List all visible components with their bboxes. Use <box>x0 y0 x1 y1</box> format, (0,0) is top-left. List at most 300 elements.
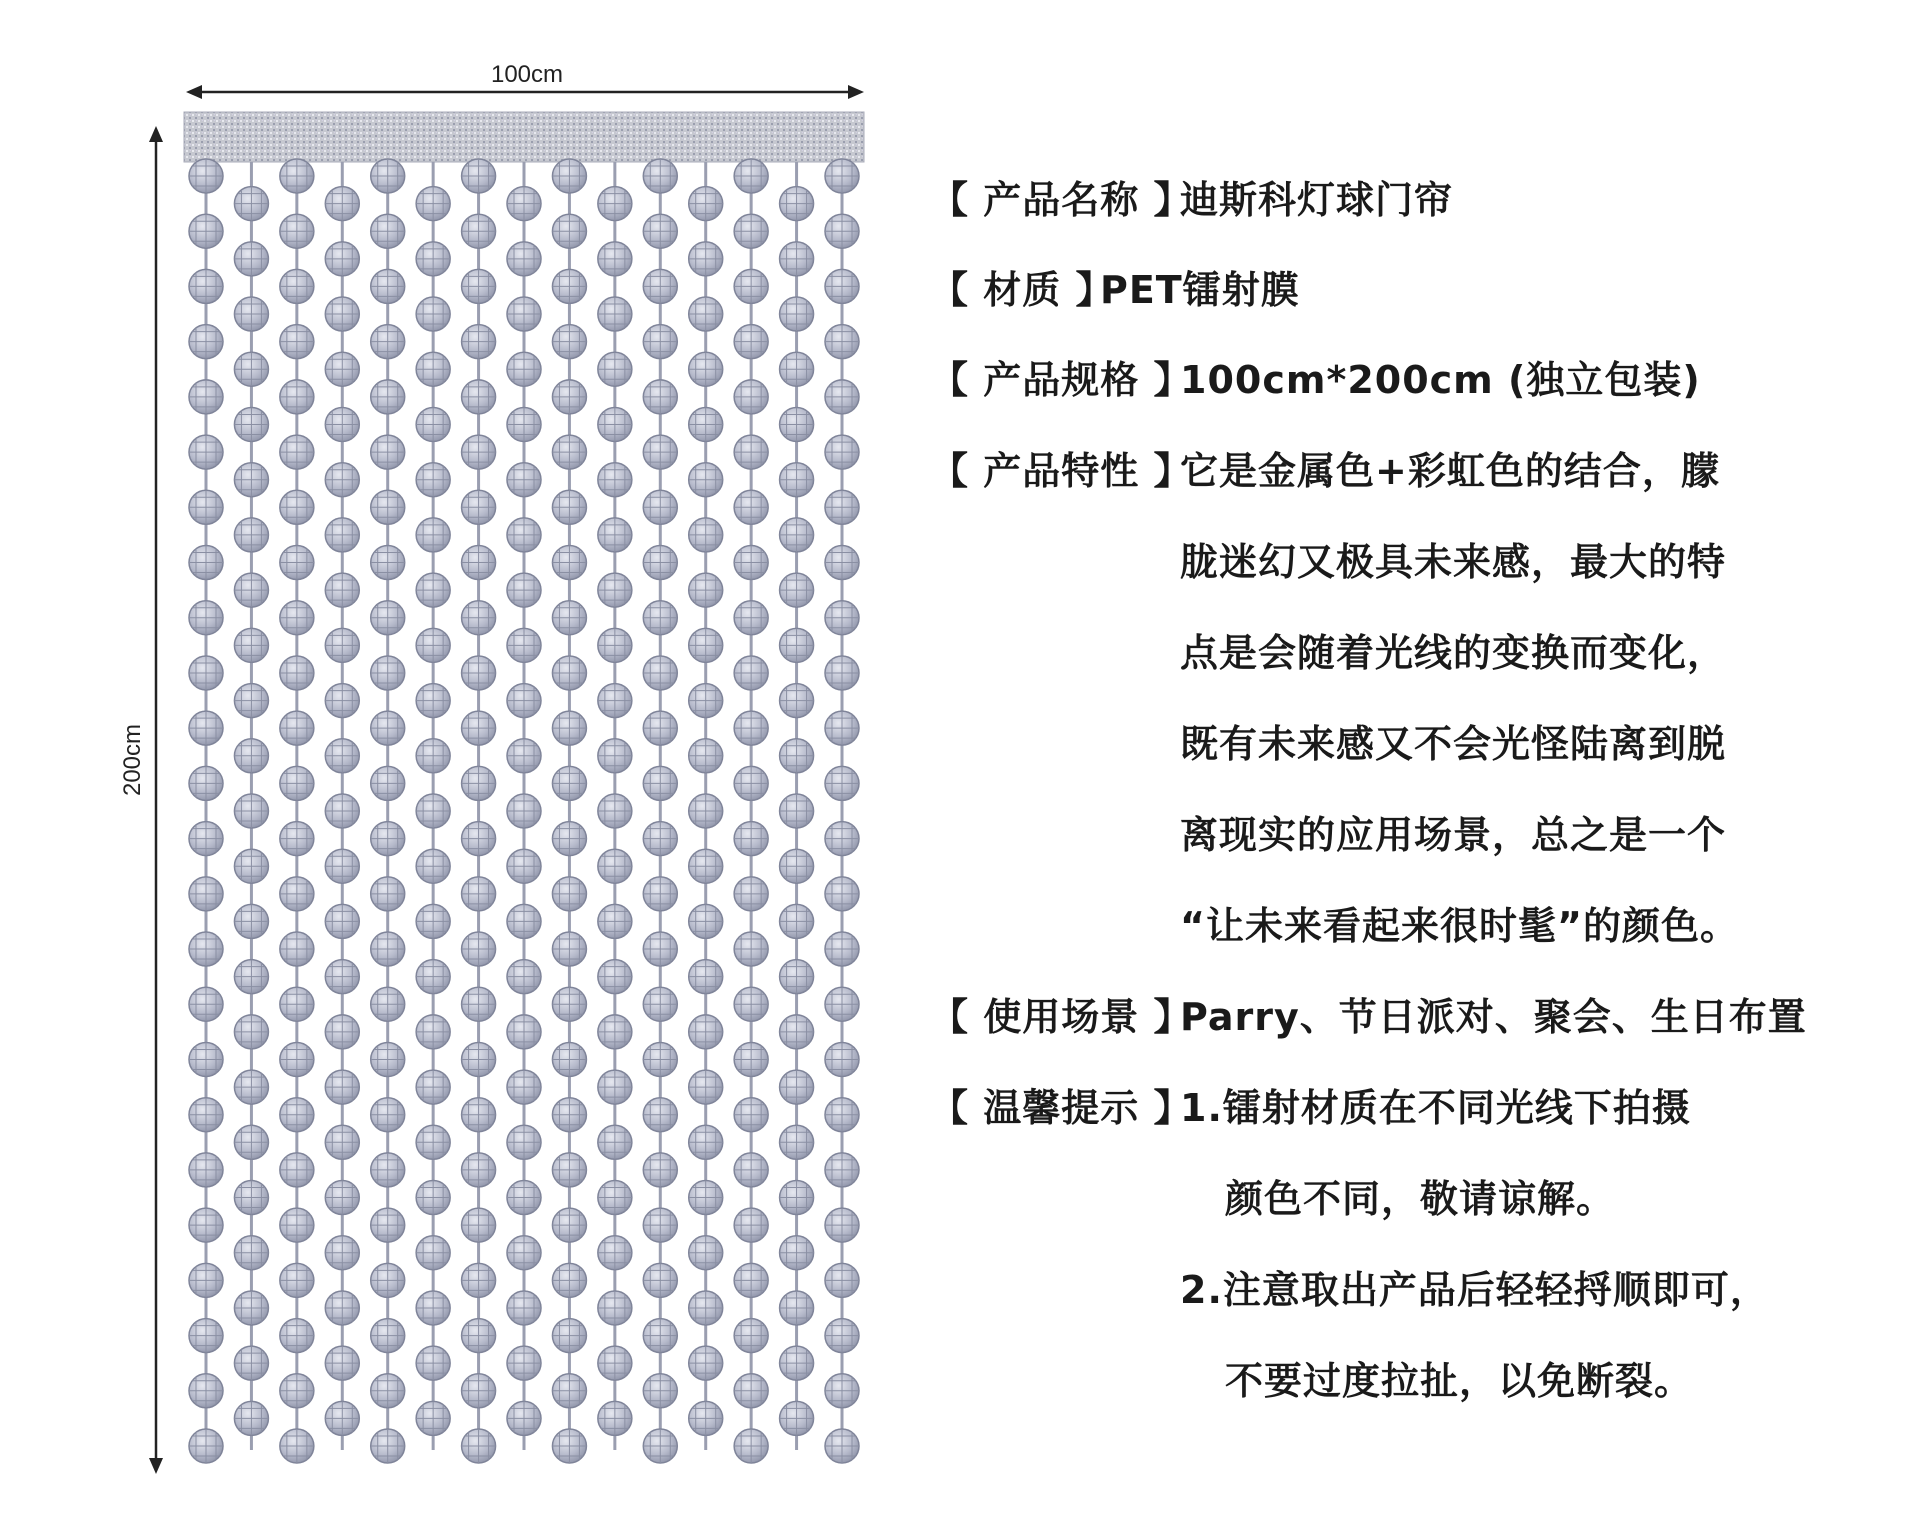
disco-ball <box>643 435 677 469</box>
disco-ball <box>325 463 359 497</box>
disco-ball <box>325 904 359 938</box>
height-dimension <box>119 126 163 1474</box>
disco-ball <box>552 214 586 248</box>
disco-ball <box>462 1042 496 1076</box>
disco-ball <box>462 1319 496 1353</box>
disco-ball <box>552 822 586 856</box>
disco-ball <box>371 1429 405 1463</box>
disco-ball <box>643 1042 677 1076</box>
disco-ball <box>643 214 677 248</box>
disco-ball <box>507 684 541 718</box>
disco-ball <box>416 1125 450 1159</box>
disco-ball <box>825 159 859 193</box>
disco-ball <box>234 1070 268 1104</box>
disco-ball <box>825 1208 859 1242</box>
curtain-strand <box>325 162 359 1450</box>
spec-size-value: 100cm*200cm (独立包装) <box>1180 358 1701 402</box>
disco-ball <box>325 242 359 276</box>
disco-ball <box>643 269 677 303</box>
disco-ball <box>325 1401 359 1435</box>
disco-ball <box>462 987 496 1021</box>
disco-ball <box>780 1291 814 1325</box>
disco-ball <box>416 242 450 276</box>
disco-ball <box>552 1208 586 1242</box>
spec-material-row <box>930 265 1300 315</box>
disco-ball <box>325 352 359 386</box>
disco-ball <box>825 214 859 248</box>
disco-ball <box>507 628 541 662</box>
disco-ball <box>462 1429 496 1463</box>
disco-ball <box>552 601 586 635</box>
disco-ball <box>643 822 677 856</box>
disco-ball <box>507 1125 541 1159</box>
disco-ball <box>643 490 677 524</box>
disco-ball <box>552 1098 586 1132</box>
disco-ball <box>371 1319 405 1353</box>
disco-ball <box>189 656 223 690</box>
spec-features-line: 离现实的应用场景，总之是一个 <box>1180 813 1727 857</box>
disco-ball <box>780 960 814 994</box>
disco-ball <box>416 463 450 497</box>
disco-ball <box>825 766 859 800</box>
disco-ball <box>689 628 723 662</box>
disco-ball <box>462 1153 496 1187</box>
curtain-strand <box>825 159 859 1463</box>
disco-ball <box>234 518 268 552</box>
disco-ball <box>371 1153 405 1187</box>
spec-size-label: 【 产品规格 】 <box>930 358 1193 402</box>
disco-ball <box>598 739 632 773</box>
disco-ball <box>507 297 541 331</box>
curtain-strand <box>643 159 677 1463</box>
disco-ball <box>689 573 723 607</box>
disco-ball <box>552 1374 586 1408</box>
disco-ball <box>507 739 541 773</box>
disco-ball <box>734 877 768 911</box>
spec-features-line: 它是金属色+彩虹色的结合，朦 <box>1180 449 1720 493</box>
disco-ball <box>734 1319 768 1353</box>
disco-ball <box>643 1374 677 1408</box>
disco-ball <box>371 1263 405 1297</box>
disco-ball <box>189 822 223 856</box>
disco-ball <box>689 187 723 221</box>
disco-ball <box>234 242 268 276</box>
disco-ball <box>643 766 677 800</box>
disco-ball <box>280 1098 314 1132</box>
disco-ball <box>598 794 632 828</box>
disco-ball <box>643 601 677 635</box>
disco-ball <box>280 1263 314 1297</box>
disco-ball <box>280 932 314 966</box>
disco-ball <box>552 877 586 911</box>
curtain-strand <box>734 159 768 1463</box>
disco-ball <box>234 1125 268 1159</box>
disco-ball <box>189 325 223 359</box>
disco-ball <box>689 518 723 552</box>
disco-ball <box>689 352 723 386</box>
disco-ball <box>234 1291 268 1325</box>
disco-ball <box>825 711 859 745</box>
disco-ball <box>280 1208 314 1242</box>
disco-ball <box>416 1346 450 1380</box>
spec-usage-label: 【 使用场景 】 <box>930 995 1193 1039</box>
disco-ball <box>462 325 496 359</box>
disco-ball <box>734 1098 768 1132</box>
disco-ball <box>416 794 450 828</box>
spec-tips-row <box>930 1083 1691 1133</box>
disco-ball <box>643 656 677 690</box>
disco-ball <box>416 573 450 607</box>
disco-ball <box>825 325 859 359</box>
disco-ball <box>689 1401 723 1435</box>
disco-ball <box>643 1208 677 1242</box>
disco-ball <box>689 407 723 441</box>
disco-ball <box>734 656 768 690</box>
disco-ball <box>371 822 405 856</box>
disco-ball <box>234 1181 268 1215</box>
disco-ball <box>416 960 450 994</box>
disco-ball <box>598 1070 632 1104</box>
disco-ball <box>643 159 677 193</box>
disco-ball <box>598 1346 632 1380</box>
disco-ball <box>325 1346 359 1380</box>
disco-ball <box>416 187 450 221</box>
curtain-strand <box>780 162 814 1450</box>
spec-features-row <box>930 446 1720 496</box>
disco-ball <box>325 1125 359 1159</box>
disco-ball <box>462 435 496 469</box>
disco-ball <box>189 269 223 303</box>
disco-ball <box>416 1291 450 1325</box>
disco-ball <box>462 490 496 524</box>
disco-ball <box>825 1098 859 1132</box>
disco-ball <box>189 214 223 248</box>
disco-ball <box>689 463 723 497</box>
disco-ball <box>416 684 450 718</box>
disco-ball <box>825 601 859 635</box>
disco-ball <box>643 1153 677 1187</box>
disco-ball <box>462 1374 496 1408</box>
disco-ball <box>280 380 314 414</box>
disco-ball <box>371 1042 405 1076</box>
disco-ball <box>780 463 814 497</box>
disco-ball <box>371 766 405 800</box>
disco-ball <box>825 1042 859 1076</box>
curtain-strands <box>189 159 859 1463</box>
disco-ball <box>825 822 859 856</box>
disco-ball <box>598 242 632 276</box>
disco-ball <box>734 490 768 524</box>
disco-ball <box>689 1015 723 1049</box>
curtain-strand <box>689 162 723 1450</box>
disco-ball <box>462 932 496 966</box>
disco-ball <box>416 849 450 883</box>
disco-ball <box>280 1153 314 1187</box>
disco-ball <box>643 932 677 966</box>
disco-ball <box>462 601 496 635</box>
curtain-strand <box>371 159 405 1463</box>
disco-ball <box>371 159 405 193</box>
disco-ball <box>280 1374 314 1408</box>
product-specs <box>930 0 1910 1516</box>
disco-ball <box>780 1015 814 1049</box>
disco-ball <box>734 1042 768 1076</box>
disco-ball <box>825 1429 859 1463</box>
disco-ball <box>598 628 632 662</box>
disco-ball <box>689 794 723 828</box>
disco-ball <box>416 739 450 773</box>
height-label: 200cm <box>119 723 146 797</box>
disco-ball <box>780 407 814 441</box>
disco-ball <box>825 1374 859 1408</box>
disco-ball <box>371 656 405 690</box>
disco-ball <box>598 187 632 221</box>
disco-ball <box>462 159 496 193</box>
width-dimension <box>186 61 864 99</box>
disco-ball <box>189 1153 223 1187</box>
disco-ball <box>825 269 859 303</box>
disco-ball <box>780 628 814 662</box>
disco-ball <box>825 1263 859 1297</box>
spec-features-line: 胧迷幻又极具未来感，最大的特 <box>1180 540 1727 584</box>
disco-ball <box>234 1236 268 1270</box>
disco-ball <box>416 518 450 552</box>
disco-ball <box>734 380 768 414</box>
spec-features-label: 【 产品特性 】 <box>930 449 1193 493</box>
disco-ball <box>416 1015 450 1049</box>
curtain-strand <box>462 159 496 1463</box>
spec-name-row <box>930 175 1453 225</box>
disco-ball <box>507 242 541 276</box>
spec-tips-line: 1.镭射材质在不同光线下拍摄 <box>1180 1086 1691 1130</box>
disco-ball <box>734 1153 768 1187</box>
disco-ball <box>371 1208 405 1242</box>
disco-ball <box>689 1291 723 1325</box>
disco-ball <box>507 960 541 994</box>
disco-ball <box>643 1319 677 1353</box>
disco-ball <box>462 1263 496 1297</box>
curtain-strand <box>280 159 314 1463</box>
disco-ball <box>689 684 723 718</box>
disco-ball <box>598 1236 632 1270</box>
disco-ball <box>689 1346 723 1380</box>
disco-ball <box>371 380 405 414</box>
disco-ball <box>371 490 405 524</box>
disco-ball <box>643 380 677 414</box>
disco-ball <box>598 1401 632 1435</box>
disco-ball <box>598 407 632 441</box>
disco-ball <box>734 822 768 856</box>
disco-ball <box>234 1346 268 1380</box>
disco-ball <box>325 1291 359 1325</box>
width-label: 100cm <box>490 61 564 88</box>
spec-tips-line: 颜色不同，敬请谅解。 <box>1225 1177 1616 1221</box>
disco-ball <box>780 242 814 276</box>
disco-ball <box>643 711 677 745</box>
spec-features-line: 点是会随着光线的变换而变化， <box>1180 631 1727 675</box>
disco-ball <box>234 739 268 773</box>
disco-ball <box>371 1374 405 1408</box>
disco-ball <box>780 1125 814 1159</box>
disco-ball <box>280 1319 314 1353</box>
disco-ball <box>462 546 496 580</box>
disco-ball <box>552 656 586 690</box>
disco-ball <box>780 297 814 331</box>
disco-ball <box>689 297 723 331</box>
disco-ball <box>416 904 450 938</box>
disco-ball <box>825 546 859 580</box>
disco-ball <box>280 877 314 911</box>
disco-ball <box>280 711 314 745</box>
disco-ball <box>189 435 223 469</box>
disco-ball <box>234 849 268 883</box>
curtain-strand <box>416 162 450 1450</box>
disco-ball <box>280 822 314 856</box>
disco-ball <box>189 1319 223 1353</box>
disco-ball <box>325 1015 359 1049</box>
disco-ball <box>552 490 586 524</box>
curtain-strand <box>234 162 268 1450</box>
spec-name-label: 【 产品名称 】 <box>930 178 1193 222</box>
disco-ball <box>371 877 405 911</box>
disco-ball <box>507 1181 541 1215</box>
disco-ball <box>189 932 223 966</box>
disco-ball <box>325 187 359 221</box>
disco-ball <box>371 932 405 966</box>
disco-ball <box>416 1070 450 1104</box>
disco-ball <box>825 1319 859 1353</box>
disco-ball <box>234 904 268 938</box>
disco-ball <box>552 159 586 193</box>
disco-ball <box>598 573 632 607</box>
disco-ball <box>189 1208 223 1242</box>
disco-ball <box>552 1319 586 1353</box>
disco-ball <box>734 987 768 1021</box>
disco-ball <box>234 352 268 386</box>
disco-ball <box>689 849 723 883</box>
disco-ball <box>780 1070 814 1104</box>
disco-ball <box>507 518 541 552</box>
disco-ball <box>552 546 586 580</box>
disco-ball <box>734 711 768 745</box>
disco-ball <box>552 325 586 359</box>
disco-ball <box>280 435 314 469</box>
disco-ball <box>462 214 496 248</box>
disco-ball <box>598 463 632 497</box>
disco-ball <box>689 1125 723 1159</box>
disco-ball <box>552 1153 586 1187</box>
disco-ball <box>598 1125 632 1159</box>
disco-ball <box>598 518 632 552</box>
spec-features-line: “让未来看起来很时髦”的颜色。 <box>1180 904 1739 948</box>
disco-ball <box>280 656 314 690</box>
disco-ball <box>325 684 359 718</box>
disco-ball <box>734 932 768 966</box>
disco-ball <box>598 1181 632 1215</box>
disco-ball <box>552 1042 586 1076</box>
disco-ball <box>552 1429 586 1463</box>
disco-ball <box>416 1401 450 1435</box>
disco-ball <box>189 380 223 414</box>
disco-ball <box>552 380 586 414</box>
disco-ball <box>552 987 586 1021</box>
disco-ball <box>825 987 859 1021</box>
disco-ball <box>507 849 541 883</box>
disco-ball <box>507 904 541 938</box>
disco-ball <box>780 187 814 221</box>
disco-ball <box>189 877 223 911</box>
disco-ball <box>325 960 359 994</box>
disco-ball <box>689 739 723 773</box>
disco-ball <box>189 1374 223 1408</box>
disco-ball <box>462 1098 496 1132</box>
disco-ball <box>325 1070 359 1104</box>
disco-ball <box>598 1291 632 1325</box>
disco-ball <box>598 849 632 883</box>
disco-ball <box>780 518 814 552</box>
disco-ball <box>643 546 677 580</box>
disco-ball <box>507 352 541 386</box>
disco-ball <box>234 573 268 607</box>
disco-ball <box>416 352 450 386</box>
spec-name-value: 迪斯科灯球门帘 <box>1180 178 1454 222</box>
disco-ball <box>780 352 814 386</box>
disco-ball <box>552 932 586 966</box>
disco-ball <box>462 822 496 856</box>
disco-ball <box>189 490 223 524</box>
disco-ball <box>780 794 814 828</box>
disco-ball <box>189 766 223 800</box>
disco-ball <box>734 435 768 469</box>
disco-ball <box>734 325 768 359</box>
curtain-top-bar <box>184 112 864 162</box>
curtain-strand <box>189 159 223 1463</box>
curtain-diagram <box>0 0 900 1516</box>
disco-ball <box>780 849 814 883</box>
disco-ball <box>825 656 859 690</box>
disco-ball <box>643 1429 677 1463</box>
disco-ball <box>507 1236 541 1270</box>
disco-ball <box>280 1042 314 1076</box>
disco-ball <box>507 463 541 497</box>
disco-ball <box>825 1153 859 1187</box>
disco-ball <box>234 684 268 718</box>
disco-ball <box>689 904 723 938</box>
disco-ball <box>325 573 359 607</box>
disco-ball <box>780 739 814 773</box>
disco-ball <box>734 1263 768 1297</box>
disco-ball <box>734 766 768 800</box>
spec-usage-row <box>930 992 1807 1042</box>
disco-ball <box>462 1208 496 1242</box>
disco-ball <box>552 1263 586 1297</box>
disco-ball <box>325 297 359 331</box>
disco-ball <box>734 159 768 193</box>
disco-ball <box>189 1429 223 1463</box>
disco-ball <box>734 546 768 580</box>
disco-ball <box>689 1181 723 1215</box>
disco-ball <box>371 435 405 469</box>
disco-ball <box>507 1346 541 1380</box>
disco-ball <box>280 214 314 248</box>
disco-ball <box>825 490 859 524</box>
disco-ball <box>325 1236 359 1270</box>
disco-ball <box>825 932 859 966</box>
disco-ball <box>234 463 268 497</box>
disco-ball <box>325 628 359 662</box>
disco-ball <box>280 269 314 303</box>
disco-ball <box>780 1181 814 1215</box>
